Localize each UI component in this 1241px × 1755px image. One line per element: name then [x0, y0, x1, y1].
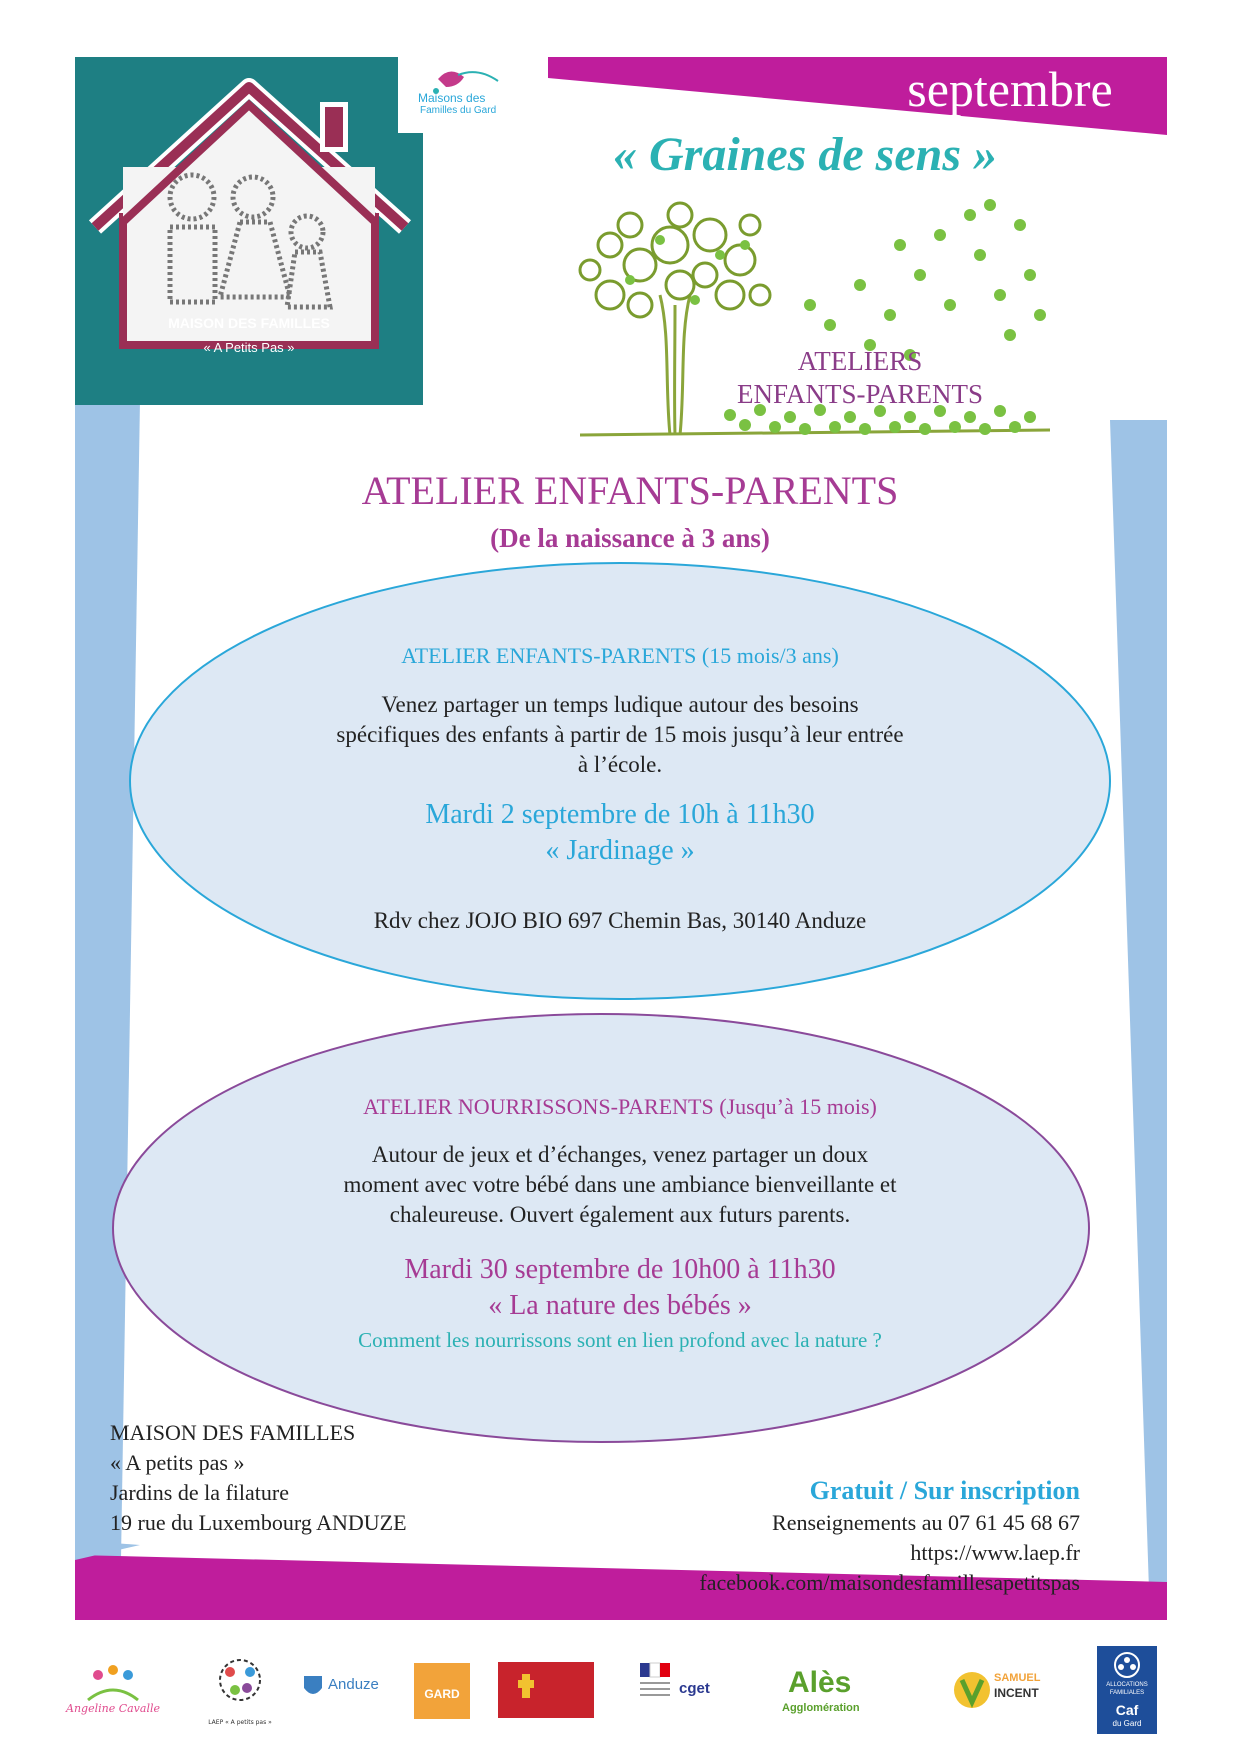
phone: Renseignements au 07 61 45 68 67: [772, 1510, 1080, 1535]
caf-emblem-icon: [1111, 1650, 1143, 1680]
network-logo-line1: Maisons des: [418, 91, 486, 105]
main-subheading: (De la naissance à 3 ans): [490, 523, 770, 553]
ateliers-label: [660, 345, 1060, 411]
address-line2: « A petits pas »: [110, 1450, 245, 1475]
caf-text4: du Gard: [1112, 1719, 1142, 1728]
tree-illustration: [570, 185, 1060, 460]
atelier1-desc-line3: à l’école.: [577, 752, 663, 777]
caf-text1: ALLOCATIONS: [1106, 1682, 1148, 1688]
vincent-text1: SAMUEL: [994, 1672, 1041, 1684]
main-heading: ATELIER ENFANTS-PARENTS: [361, 468, 899, 513]
atelier1-theme: « Jardinage »: [545, 835, 695, 866]
facebook-link[interactable]: facebook.com/maisondesfamillesapetitspas: [699, 1570, 1080, 1595]
network-logo-line2: Familles du Gard: [420, 105, 497, 116]
shield-icon: [302, 1674, 324, 1700]
atelier2-desc-line1: Autour de jeux et d’échanges, venez partager un doux: [371, 1142, 869, 1167]
ales-sub-text: Agglomération: [782, 1702, 860, 1714]
samuel-vincent-logo: [952, 1670, 1052, 1720]
ales-agglomeration-logo: [778, 1660, 888, 1720]
website-link[interactable]: https://www.laep.fr: [910, 1540, 1080, 1565]
angeline-cavalle-text: Angeline Cavalle: [66, 1702, 160, 1715]
atelier1-rdv: Rdv chez JOJO BIO 697 Chemin Bas, 30140 Anduze: [373, 908, 867, 933]
gard-text: GARD: [424, 1687, 460, 1701]
month-label: septembre: [907, 61, 1113, 117]
atelier1-title: ATELIER ENFANTS-PARENTS (15 mois/3 ans): [401, 643, 839, 668]
atelier1-description: [260, 690, 980, 780]
atelier2-description: [240, 1140, 1000, 1230]
partner-logos: [0, 1640, 1241, 1740]
marianne-icon: [635, 1658, 675, 1720]
ateliers-label-line2: ENFANTS-PARENTS: [736, 379, 984, 409]
maison-des-familles-logo: [75, 57, 423, 405]
caf-text2: FAMILIALES: [1109, 1690, 1145, 1696]
atelier2-question: Comment les nourrissons sont en lien profond avec la nature ?: [358, 1328, 882, 1352]
laep-logo: [205, 1650, 275, 1732]
address-line3: Jardins de la filature: [110, 1480, 289, 1505]
angeline-cavalle-logo: [66, 1660, 160, 1730]
gard-logo: [414, 1663, 470, 1719]
atelier2-title: ATELIER NOURRISSONS-PARENTS (Jusqu’à 15 mois): [363, 1094, 877, 1119]
contact-block: [560, 1508, 1080, 1598]
vincent-text2: INCENT: [994, 1686, 1039, 1700]
ales-text: Alès: [788, 1666, 852, 1699]
poster-title: « Graines de sens »: [612, 128, 998, 181]
free-registration: Gratuit / Sur inscription: [809, 1476, 1080, 1505]
right-blue-strip: [1110, 420, 1167, 1620]
caf-text3: Caf: [1115, 1702, 1139, 1718]
atelier1-date: Mardi 2 septembre de 10h à 11h30: [425, 799, 815, 830]
atelier2-desc-line2: moment avec votre bébé dans une ambiance bienveillante et: [343, 1172, 897, 1197]
v-icon: [952, 1670, 992, 1710]
anduze-logo: [302, 1674, 387, 1710]
logo-caption-line1: MAISON DES FAMILLES: [168, 315, 330, 331]
address-block: [110, 1418, 590, 1538]
maisons-des-familles-du-gard-logo: [398, 57, 548, 133]
occitan-cross-icon: [498, 1662, 594, 1718]
address-line1: MAISON DES FAMILLES: [110, 1420, 356, 1445]
occitanie-logo: [498, 1662, 594, 1718]
cget-text: cget: [679, 1680, 710, 1697]
laep-text: LAEP « A petits pas »: [208, 1719, 272, 1726]
ateliers-label-line1: ATELIERS: [797, 346, 923, 376]
logo-caption-line2: « A Petits Pas »: [203, 340, 295, 355]
atelier2-theme: « La nature des bébés »: [488, 1290, 752, 1321]
address-line4: 19 rue du Luxembourg ANDUZE: [110, 1510, 407, 1535]
atelier1-desc-line2: spécifiques des enfants à partir de 15 mois jusqu’à leur entrée: [336, 722, 904, 747]
caf-logo: [1097, 1646, 1157, 1734]
atelier1-desc-line1: Venez partager un temps ludique autour des besoins: [381, 692, 859, 717]
anduze-text: Anduze: [328, 1676, 379, 1693]
atelier2-desc-line3: chaleureuse. Ouvert également aux futurs parents.: [389, 1202, 851, 1227]
cget-logo: [635, 1658, 715, 1720]
atelier2-date: Mardi 30 septembre de 10h00 à 11h30: [404, 1254, 836, 1285]
